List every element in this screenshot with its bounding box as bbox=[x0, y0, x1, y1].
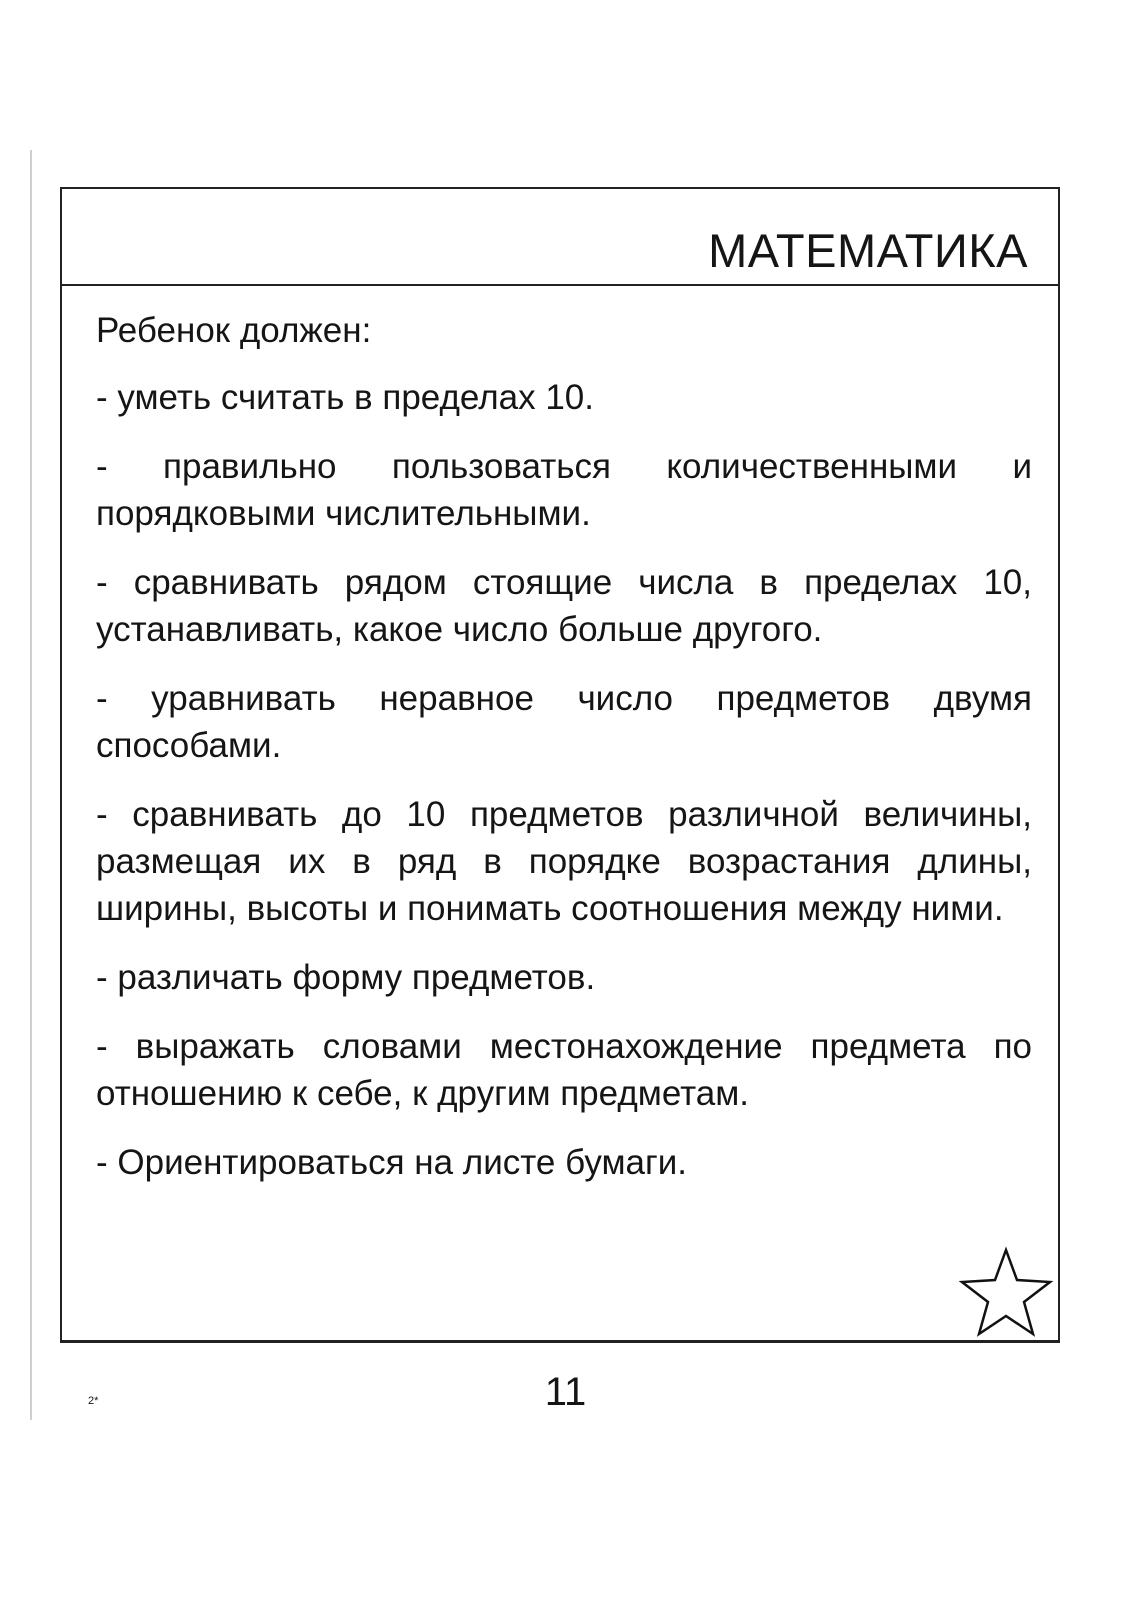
star-icon bbox=[958, 1246, 1054, 1338]
list-item: - сравнивать до 10 предметов различной величины, размещая их в ряд в порядке возрастания длины, ширины, высоты и понимать соотношения между ними. bbox=[96, 795, 1032, 928]
signature-mark: 2* bbox=[88, 1395, 99, 1407]
list-item: - выражать словами местонахождение предмета по отношению к себе, к другим предметам. bbox=[96, 1027, 1032, 1113]
content-frame bbox=[60, 187, 1060, 1343]
list-item: - уметь считать в пределах 10. bbox=[96, 378, 594, 417]
list-item: - сравнивать рядом стоящие числа в пределах 10, устанавливать, какое число больше другого. bbox=[96, 563, 1032, 649]
scan-margin-line bbox=[30, 150, 32, 1420]
requirements-list bbox=[96, 307, 1032, 1208]
list-item: - Ориентироваться на листе бумаги. bbox=[96, 1143, 688, 1182]
list-item: - правильно пользоваться количественными и порядковыми числительными. bbox=[96, 447, 1032, 533]
section-title: МАТЕМАТИКА bbox=[708, 224, 1028, 277]
section-header bbox=[62, 189, 1058, 286]
page-number: 11 bbox=[544, 1370, 587, 1414]
list-item: - уравнивать неравное число предметов двумя способами. bbox=[96, 679, 1032, 765]
list-item: - различать форму предметов. bbox=[96, 958, 596, 997]
lead-text: Ребенок должен: bbox=[96, 311, 372, 350]
